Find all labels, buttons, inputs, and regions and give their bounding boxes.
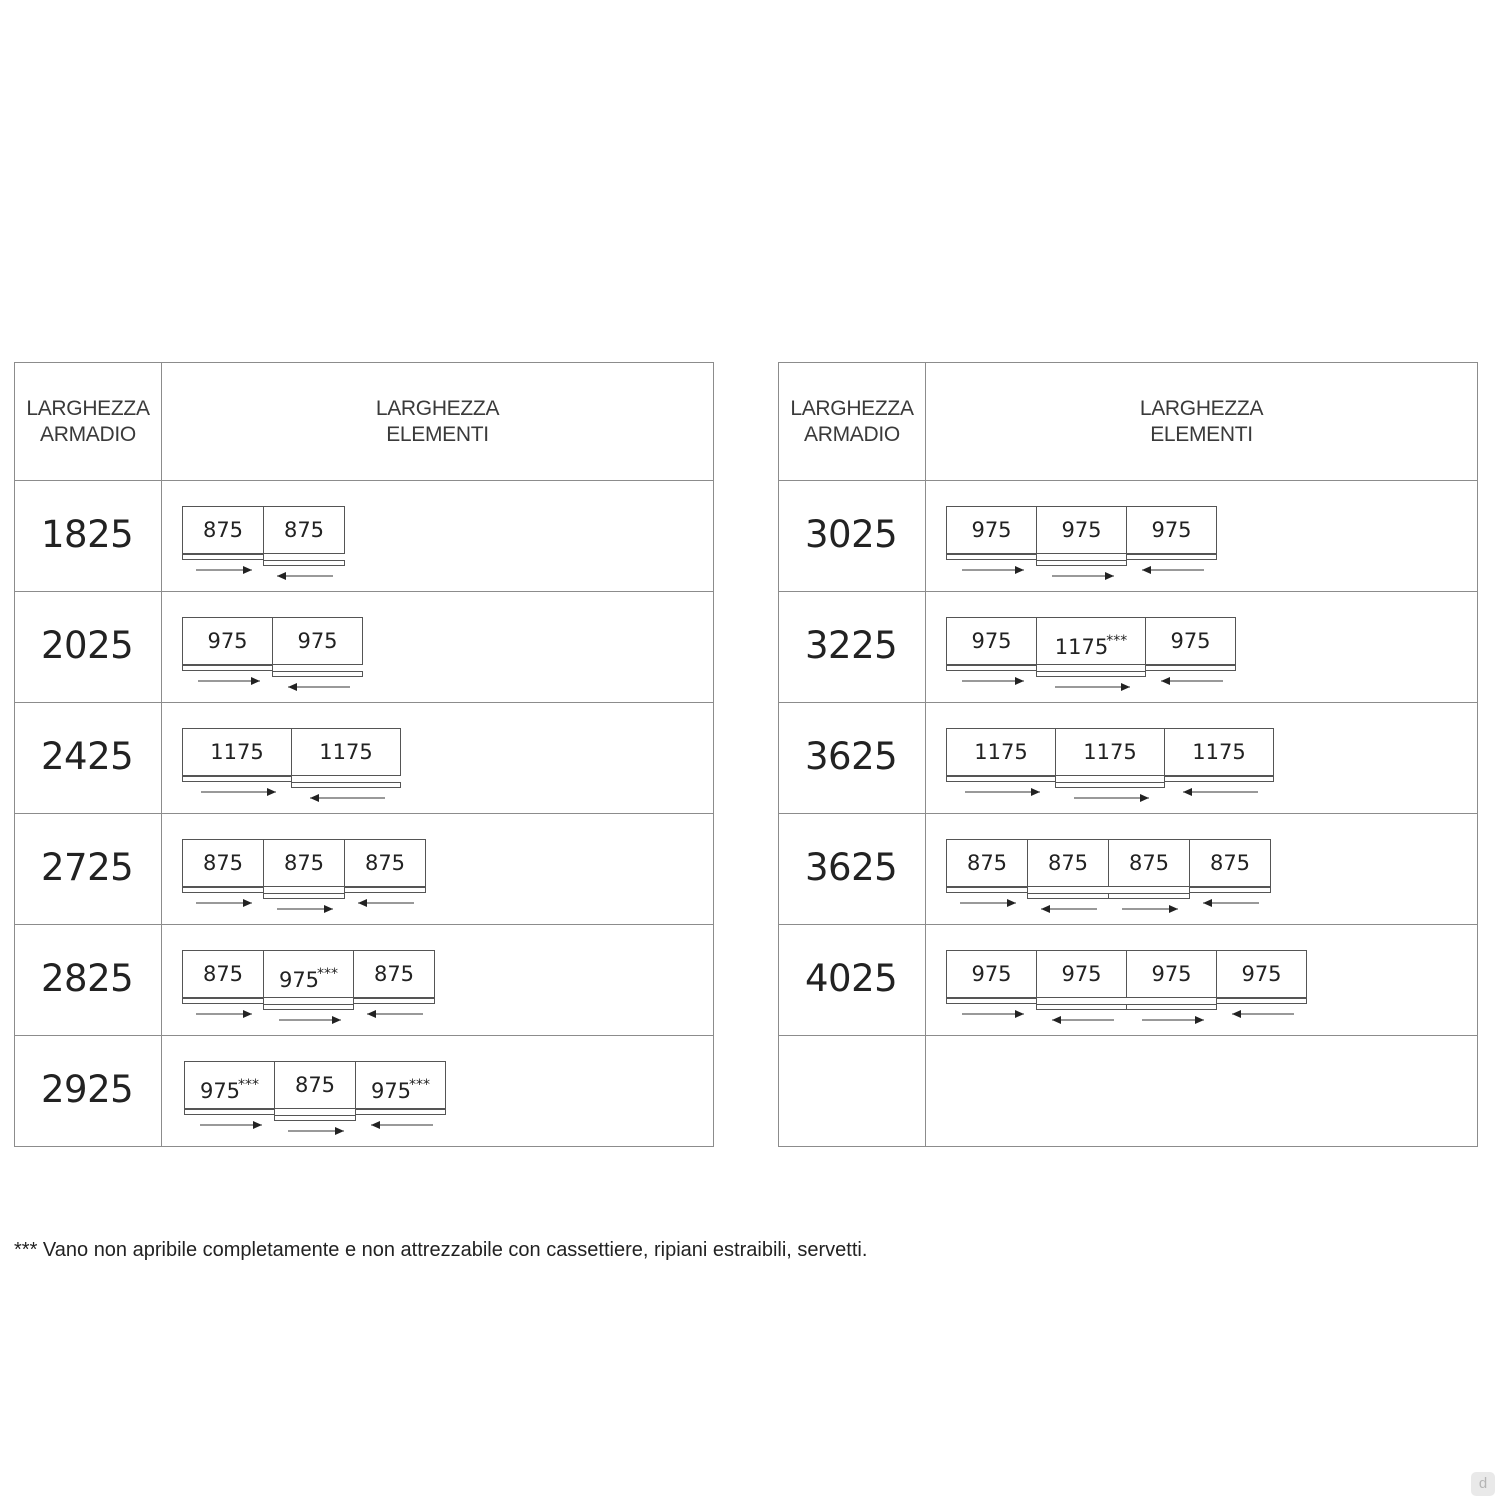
wardrobe-width-cell [15, 703, 162, 813]
wardrobe-width-cell [779, 481, 926, 591]
slide-direction [1052, 1015, 1114, 1025]
element-width-label: 975 [1061, 962, 1102, 986]
sliding-track [353, 998, 435, 1004]
arrow-right-icon [196, 1009, 252, 1019]
element-width-label: 875 [283, 851, 325, 875]
sliding-track [263, 893, 345, 899]
slide-direction [962, 565, 1024, 575]
slide-direction [201, 787, 276, 797]
footnote: *** Vano non apribile completamente e non attrezzabile con cassettiere, ripiani estraibili, servetti. [14, 1239, 868, 1261]
arrow-right-icon [201, 787, 276, 797]
header-line: LARGHEZZA [375, 397, 500, 420]
slide-direction [1232, 1009, 1294, 1019]
door-element [946, 728, 1056, 776]
table-row [15, 702, 713, 813]
door-element [1036, 506, 1127, 554]
wardrobe-width-cell [779, 814, 926, 924]
wardrobe-width-cell [15, 1036, 162, 1146]
arrow-left-icon [367, 1009, 423, 1019]
sliding-track [344, 887, 426, 893]
door-diagram [946, 617, 1236, 665]
element-width-label: 875 [966, 851, 1008, 875]
wardrobe-width-cell [779, 703, 926, 813]
elements-cell [162, 1036, 713, 1146]
right-table [778, 362, 1478, 1147]
door-element [1164, 728, 1274, 776]
slide-direction [1122, 904, 1178, 914]
door-element [1145, 617, 1236, 665]
slide-direction [367, 1009, 423, 1019]
sliding-track [184, 1109, 275, 1115]
arrow-right-icon [965, 787, 1040, 797]
door-diagram [184, 1061, 446, 1109]
element-width-label: 875 [202, 851, 244, 875]
sliding-track [272, 671, 363, 677]
door-element [355, 1061, 446, 1109]
door-element [263, 839, 345, 887]
right-table-body [779, 480, 1477, 1146]
arrow-right-icon [288, 1126, 344, 1136]
header-row [15, 363, 713, 480]
arrow-left-icon [1232, 1009, 1294, 1019]
slide-direction [310, 793, 385, 803]
element-width-label: 1175 [1192, 740, 1246, 764]
door-diagram [182, 839, 426, 887]
table-row [779, 480, 1477, 591]
sliding-track [182, 998, 264, 1004]
sliding-track [1036, 1004, 1127, 1010]
arrow-left-icon [277, 571, 333, 581]
table-row [15, 813, 713, 924]
slide-direction [1142, 1015, 1204, 1025]
header-cell-elementi [162, 363, 713, 480]
sliding-track [1189, 887, 1271, 893]
element-width-label: 875 [294, 1073, 336, 1097]
sliding-track [182, 554, 264, 560]
door-element [1036, 950, 1127, 998]
element-width-label: 875 [202, 962, 244, 986]
slide-direction [1052, 571, 1114, 581]
wardrobe-width: 2925 [41, 1068, 134, 1111]
wardrobe-width: 2425 [41, 735, 134, 778]
door-element [182, 950, 264, 998]
door-element [182, 506, 264, 554]
wardrobe-width: 4025 [805, 957, 898, 1000]
arrow-right-icon [277, 904, 333, 914]
sliding-track [1108, 893, 1190, 899]
door-element [1216, 950, 1307, 998]
elements-cell [926, 1036, 1477, 1146]
table-row [779, 591, 1477, 702]
arrow-left-icon [1183, 787, 1258, 797]
slide-direction [196, 898, 252, 908]
element-width-label: 975 [207, 629, 248, 653]
door-element [263, 506, 345, 554]
sliding-track [182, 776, 292, 782]
arrow-right-icon [1142, 1015, 1204, 1025]
door-element [353, 950, 435, 998]
door-element [291, 728, 401, 776]
arrow-right-icon [1052, 571, 1114, 581]
door-element [1108, 839, 1190, 887]
table-row [15, 591, 713, 702]
arrow-left-icon [1052, 1015, 1114, 1025]
header-cell-elementi [926, 363, 1477, 480]
sliding-track [263, 560, 345, 566]
table-row [15, 924, 713, 1035]
table-row [779, 702, 1477, 813]
element-width-label: 1175 [210, 740, 264, 764]
slide-direction [196, 565, 252, 575]
element-width-label: 975*** [199, 1077, 260, 1103]
sliding-track [1036, 671, 1146, 677]
table-row [779, 813, 1477, 924]
door-diagram [946, 506, 1217, 554]
elements-cell [926, 592, 1477, 702]
door-element [272, 617, 363, 665]
table-row [15, 480, 713, 591]
sliding-track [291, 782, 401, 788]
sliding-track [946, 665, 1037, 671]
slide-direction [962, 676, 1024, 686]
element-width-label: 875 [1209, 851, 1251, 875]
door-element [182, 728, 292, 776]
element-width-label: 875 [202, 518, 244, 542]
arrow-left-icon [1161, 676, 1223, 686]
sliding-track [946, 554, 1037, 560]
arrow-right-icon [962, 1009, 1024, 1019]
element-width-label: 875 [1047, 851, 1089, 875]
arrow-right-icon [962, 676, 1024, 686]
header-line: ARMADIO [804, 423, 900, 446]
slide-direction [1074, 793, 1149, 803]
slide-direction [288, 682, 350, 692]
elements-cell [162, 925, 713, 1035]
sliding-track [274, 1115, 356, 1121]
element-width-label: 975 [1151, 518, 1192, 542]
element-width-label: 975 [1061, 518, 1102, 542]
header-row [779, 363, 1477, 480]
elements-cell [926, 703, 1477, 813]
slide-direction [196, 1009, 252, 1019]
slide-direction [962, 1009, 1024, 1019]
wardrobe-width-cell [15, 481, 162, 591]
sliding-track [1027, 893, 1109, 899]
header-line: ELEMENTI [1150, 423, 1253, 446]
slide-direction [1142, 565, 1204, 575]
element-width-label: 975 [297, 629, 338, 653]
arrow-right-icon [279, 1015, 341, 1025]
door-element [1126, 950, 1217, 998]
arrow-right-icon [196, 565, 252, 575]
slide-direction [965, 787, 1040, 797]
arrow-right-icon [1055, 682, 1130, 692]
element-width-label: 1175 [1083, 740, 1137, 764]
elements-cell [926, 481, 1477, 591]
elements-cell [926, 925, 1477, 1035]
arrow-right-icon [200, 1120, 262, 1130]
slide-direction [200, 1120, 262, 1130]
sliding-track [1164, 776, 1274, 782]
arrow-right-icon [1074, 793, 1149, 803]
arrow-right-icon [196, 898, 252, 908]
slide-direction [277, 904, 333, 914]
door-element [1055, 728, 1165, 776]
elements-cell [162, 814, 713, 924]
left-table-body [15, 480, 713, 1146]
door-element [1126, 506, 1217, 554]
door-element [1027, 839, 1109, 887]
slide-direction [277, 571, 333, 581]
element-width-label: 975*** [370, 1077, 431, 1103]
sliding-track [182, 887, 264, 893]
sliding-track [946, 776, 1056, 782]
sliding-track [1126, 1004, 1217, 1010]
wardrobe-width: 1825 [41, 513, 134, 556]
door-element [263, 950, 354, 998]
door-element [1036, 617, 1146, 665]
wardrobe-width: 3225 [805, 624, 898, 667]
wardrobe-width-cell [779, 925, 926, 1035]
header-line: ELEMENTI [386, 423, 489, 446]
slide-direction [358, 898, 414, 908]
element-width-label: 975 [1151, 962, 1192, 986]
slide-direction [960, 898, 1016, 908]
element-width-label: 975 [971, 518, 1012, 542]
wardrobe-width-cell [15, 592, 162, 702]
wardrobe-width: 3025 [805, 513, 898, 556]
arrow-left-icon [310, 793, 385, 803]
wardrobe-width: 2725 [41, 846, 134, 889]
element-width-label: 875 [283, 518, 325, 542]
element-width-label: 975 [1241, 962, 1282, 986]
element-width-label: 975 [971, 629, 1012, 653]
door-diagram [946, 728, 1274, 776]
slide-direction [198, 676, 260, 686]
table-row [15, 1035, 713, 1146]
wardrobe-width-cell [779, 592, 926, 702]
slide-direction [1203, 898, 1259, 908]
door-element [946, 950, 1037, 998]
wardrobe-width-cell [779, 1036, 926, 1146]
element-width-label: 975 [971, 962, 1012, 986]
door-element [182, 617, 273, 665]
header-line: LARGHEZZA [1139, 397, 1264, 420]
sliding-track [263, 1004, 354, 1010]
sliding-track [182, 665, 273, 671]
arrow-left-icon [1041, 904, 1097, 914]
door-element [946, 506, 1037, 554]
door-element [182, 839, 264, 887]
sliding-track [355, 1109, 446, 1115]
arrow-left-icon [1142, 565, 1204, 575]
slide-direction [1183, 787, 1258, 797]
element-width-label: 875 [364, 851, 406, 875]
element-width-label: 875 [373, 962, 415, 986]
wardrobe-width: 2825 [41, 957, 134, 1000]
door-diagram [182, 950, 435, 998]
sliding-track [1126, 554, 1217, 560]
asterisk-note: *** [238, 1077, 260, 1093]
sliding-track [946, 887, 1028, 893]
sliding-track [1216, 998, 1307, 1004]
door-diagram [946, 950, 1307, 998]
asterisk-note: *** [317, 966, 339, 982]
sliding-track [1055, 782, 1165, 788]
elements-cell [162, 592, 713, 702]
door-element [946, 617, 1037, 665]
arrow-left-icon [371, 1120, 433, 1130]
slide-direction [1161, 676, 1223, 686]
left-table [14, 362, 714, 1147]
logo-icon: d [1471, 1472, 1495, 1496]
elements-cell [162, 481, 713, 591]
header-line: LARGHEZZA [26, 397, 150, 420]
slide-direction [371, 1120, 433, 1130]
element-width-label: 1175*** [1054, 633, 1128, 659]
wardrobe-width: 3625 [805, 846, 898, 889]
header-cell-armadio [779, 363, 926, 480]
element-width-label: 975 [1170, 629, 1211, 653]
element-width-label: 875 [1128, 851, 1170, 875]
asterisk-note: *** [409, 1077, 431, 1093]
element-width-label: 1175 [974, 740, 1028, 764]
door-diagram [946, 839, 1271, 887]
header-line: LARGHEZZA [790, 397, 914, 420]
sliding-track [1145, 665, 1236, 671]
sliding-track [946, 998, 1037, 1004]
arrow-right-icon [198, 676, 260, 686]
wardrobe-width: 2025 [41, 624, 134, 667]
wardrobe-width: 3625 [805, 735, 898, 778]
slide-direction [288, 1126, 344, 1136]
door-diagram [182, 617, 363, 665]
elements-cell [162, 703, 713, 813]
arrow-left-icon [358, 898, 414, 908]
arrow-right-icon [962, 565, 1024, 575]
table-row [779, 1035, 1477, 1146]
header-line: ARMADIO [40, 423, 136, 446]
elements-cell [926, 814, 1477, 924]
wardrobe-width-cell [15, 814, 162, 924]
door-diagram [182, 506, 345, 554]
wardrobe-width-cell [15, 925, 162, 1035]
table-row [779, 924, 1477, 1035]
slide-direction [1055, 682, 1130, 692]
door-element [946, 839, 1028, 887]
element-width-label: 1175 [319, 740, 373, 764]
slide-direction [279, 1015, 341, 1025]
arrow-left-icon [288, 682, 350, 692]
arrow-left-icon [1203, 898, 1259, 908]
door-element [274, 1061, 356, 1109]
header-cell-armadio [15, 363, 162, 480]
arrow-right-icon [960, 898, 1016, 908]
door-element [184, 1061, 275, 1109]
door-element [1189, 839, 1271, 887]
slide-direction [1041, 904, 1097, 914]
door-element [344, 839, 426, 887]
asterisk-note: *** [1106, 633, 1128, 649]
sliding-track [1036, 560, 1127, 566]
door-diagram [182, 728, 401, 776]
element-width-label: 975*** [278, 966, 339, 992]
arrow-right-icon [1122, 904, 1178, 914]
